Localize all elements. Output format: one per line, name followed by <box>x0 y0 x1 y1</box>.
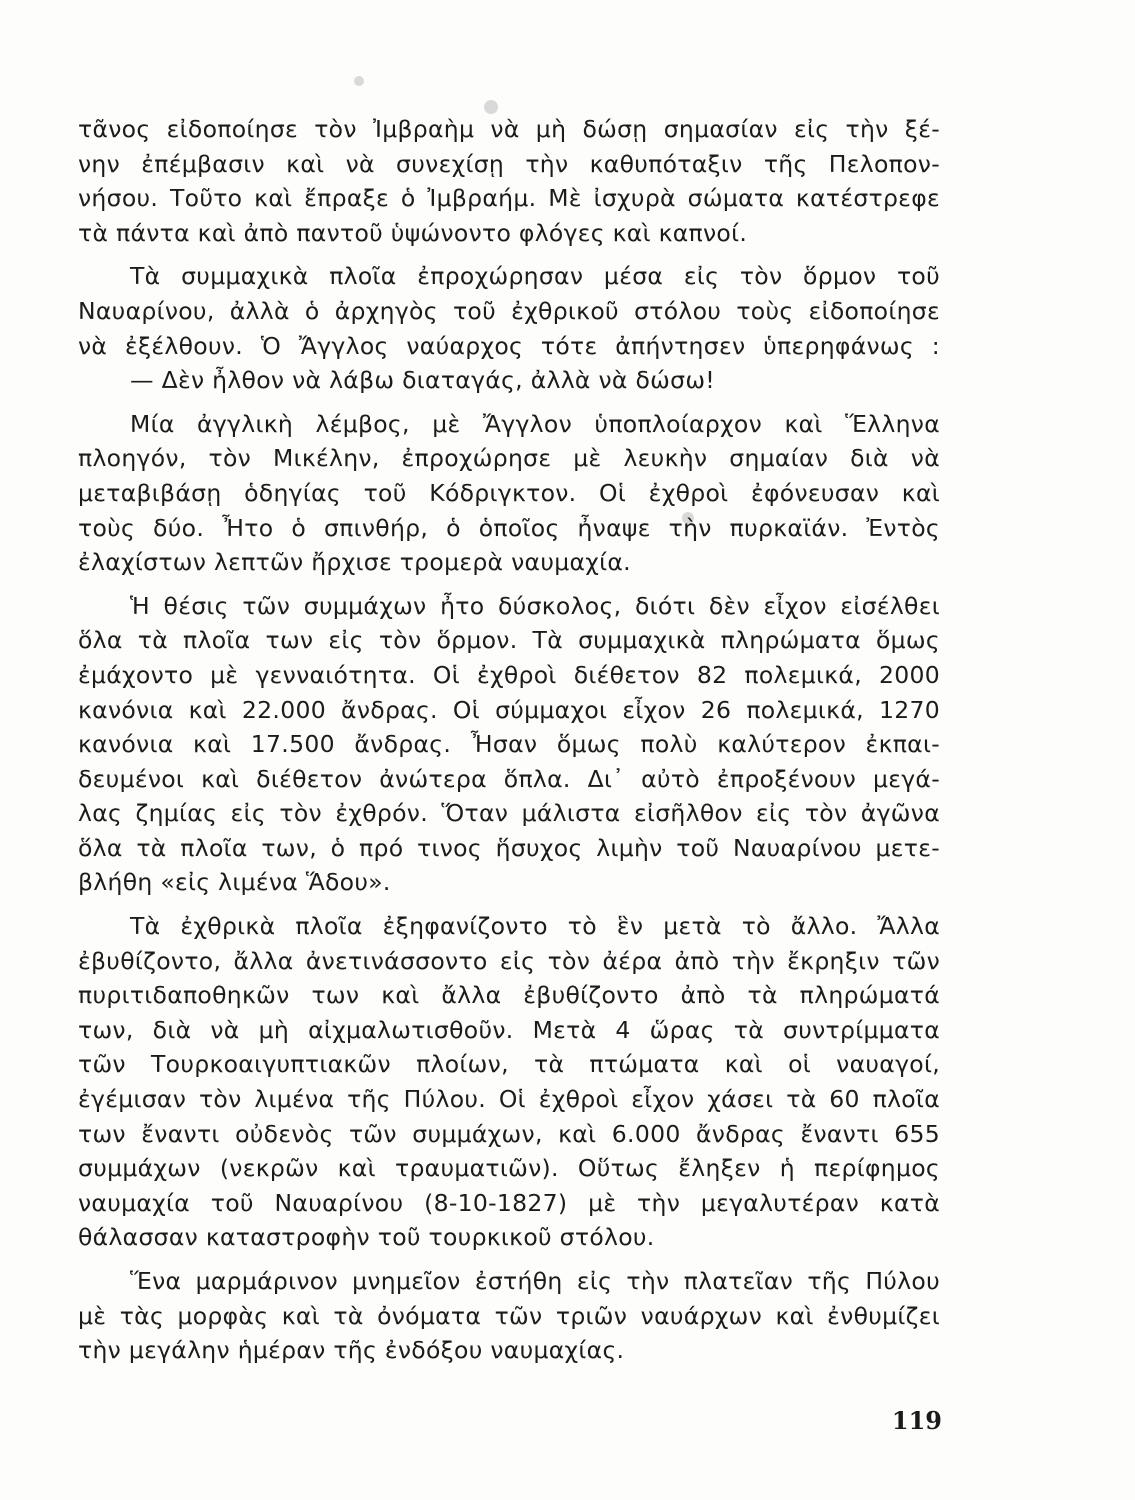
text-line: Ναυαρίνου, ἀλλὰ ὁ ἀρχηγὸς τοῦ ἐχθρικοῦ στόλου τοὺς εἰδοποίησε <box>78 296 940 325</box>
text-line: κανόνια καὶ 17.500 ἄνδρας. Ἦσαν ὅμως πολὺ καλύτερον ἐκπαι- <box>78 730 940 759</box>
paragraph-gap <box>78 580 940 589</box>
text-line: τῶν Τουρκοαιγυπτιακῶν πλοίων, τὰ πτώματα καὶ οἱ ναυαγοί, <box>78 1050 940 1079</box>
body-text <box>78 112 940 1368</box>
text-line: νην ἐπέμβασιν καὶ νὰ συνεχίσῃ τὴν καθυπόταξιν τῆς Πελοπον- <box>78 149 940 178</box>
text-line: θάλασσαν καταστροφὴν τοῦ τουρκικοῦ στόλου. <box>78 1223 655 1252</box>
page-number: 119 <box>891 1406 942 1435</box>
text-line: ἐγέμισαν τὸν λιμένα τῆς Πύλου. Οἱ ἐχθροὶ εἶχον χάσει τὰ 60 πλοῖα <box>78 1085 940 1114</box>
text-line: μὲ τὰς μορφὰς καὶ τὰ ὀνόματα τῶν τριῶν ναυάρχων καὶ ἐνθυμίζει <box>78 1301 940 1330</box>
ink-spot <box>354 76 364 86</box>
text-line: Ἡ θέσις τῶν συμμάχων ἦτο δύσκολος, διότι δὲν εἶχον εἰσέλθει <box>130 591 940 620</box>
text-line: βλήθη «εἰς λιμένα Ἅδου». <box>78 868 391 897</box>
text-line: τὴν μεγάλην ἡμέραν τῆς ἐνδόξου ναυμαχίας. <box>78 1336 625 1365</box>
text-line: κανόνια καὶ 22.000 ἄνδρας. Οἱ σύμμαχοι εἶχον 26 πολεμικά, 1270 <box>78 695 940 724</box>
text-line: τὰ πάντα καὶ ἀπὸ παντοῦ ὑψώνοντο φλόγες καὶ καπνοί. <box>78 218 748 247</box>
paragraph-gap <box>78 250 940 259</box>
text-line: ὅλα τὰ πλοῖα των, ὁ πρό τινος ἥσυχος λιμὴν τοῦ Ναυαρίνου μετε- <box>78 833 940 862</box>
text-line: ναυμαχία τοῦ Ναυαρίνου (8-10-1827) μὲ τὴν μεγαλυτέραν κατὰ <box>78 1188 940 1217</box>
text-line: μεταβιβάσῃ ὁδηγίας τοῦ Κόδριγκτον. Οἱ ἐχθροὶ ἐφόνευσαν καὶ <box>78 478 940 507</box>
text-line: τᾶνος εἰδοποίησε τὸν Ἰμβραὴμ νὰ μὴ δώσῃ σημασίαν εἰς τὴν ξέ- <box>78 115 940 143</box>
text-line: ὅλα τὰ πλοῖα των εἰς τὸν ὅρμον. Τὰ συμμαχικὰ πληρώματα ὅμως <box>78 626 940 655</box>
text-line: πλοηγόν, τὸν Μικέλην, ἐπροχώρησε μὲ λευκὴν σημαίαν διὰ νὰ <box>78 444 940 473</box>
text-line: — Δὲν ἦλθον νὰ λάβω διαταγάς, ἀλλὰ νὰ δώσω! <box>130 366 716 395</box>
text-line: δευμένοι καὶ διέθετον ἀνώτερα ὅπλα. Δι᾽ αὐτὸ ἐπροξένουν μεγά- <box>78 764 940 793</box>
text-line: λας ζημίας εἰς τὸν ἐχθρόν. Ὅταν μάλιστα εἰσῆλθον εἰς τὸν ἀγῶνα <box>78 799 940 828</box>
text-line: τοὺς δύο. Ἦτο ὁ σπινθήρ, ὁ ὁποῖος ἦναψε τὴν πυρκαϊάν. Ἐντὸς <box>78 513 940 542</box>
paragraph-gap <box>78 398 940 407</box>
text-line: ἐβυθίζοντο, ἄλλα ἀνετινάσσοντο εἰς τὸν ἀέρα ἀπὸ τὴν ἔκρηξιν τῶν <box>78 946 940 975</box>
text-line: συμμάχων (νεκρῶν καὶ τραυματιῶν). Οὕτως ἔληξεν ἡ περίφημος <box>78 1154 940 1183</box>
text-line: νήσου. Τοῦτο καὶ ἔπραξε ὁ Ἰμβραήμ. Μὲ ἰσχυρὰ σώματα κατέστρεφε <box>78 184 940 213</box>
paragraph-gap <box>78 900 940 909</box>
text-line: νὰ ἐξέλθουν. Ὁ Ἄγγλος ναύαρχος τότε ἀπήντησεν ὑπερηφάνως : <box>78 331 940 360</box>
text-line: Ἕνα μαρμάρινον μνημεῖον ἐστήθη εἰς τὴν πλατεῖαν τῆς Πύλου <box>130 1267 940 1295</box>
paragraph-gap <box>78 1255 940 1264</box>
text-line: ἐλαχίστων λεπτῶν ἤρχισε τρομερὰ ναυμαχία. <box>78 548 631 577</box>
text-line: Τὰ ἐχθρικὰ πλοῖα ἐξηφανίζοντο τὸ ἓν μετὰ τὸ ἄλλο. Ἄλλα <box>130 912 940 941</box>
text-line: των, διὰ νὰ μὴ αἰχμαλωτισθοῦν. Μετὰ 4 ὥρας τὰ συντρίμματα <box>78 1015 940 1044</box>
text-line: των ἔναντι οὐδενὸς τῶν συμμάχων, καὶ 6.000 ἄνδρας ἔναντι 655 <box>78 1119 940 1148</box>
text-line: ἐμάχοντο μὲ γενναιότητα. Οἱ ἐχθροὶ διέθετον 82 πολεμικά, 2000 <box>78 660 940 689</box>
text-line: πυριτιδαποθηκῶν των καὶ ἄλλα ἐβυθίζοντο ἀπὸ τὰ πληρώματά <box>78 981 940 1010</box>
text-line: Τὰ συμμαχικὰ πλοῖα ἐπροχώρησαν μέσα εἰς τὸν ὅρμον τοῦ <box>130 262 940 291</box>
text-line: Μία ἀγγλικὴ λέμβος, μὲ Ἄγγλον ὑποπλοίαρχον καὶ Ἕλληνα <box>130 409 940 438</box>
